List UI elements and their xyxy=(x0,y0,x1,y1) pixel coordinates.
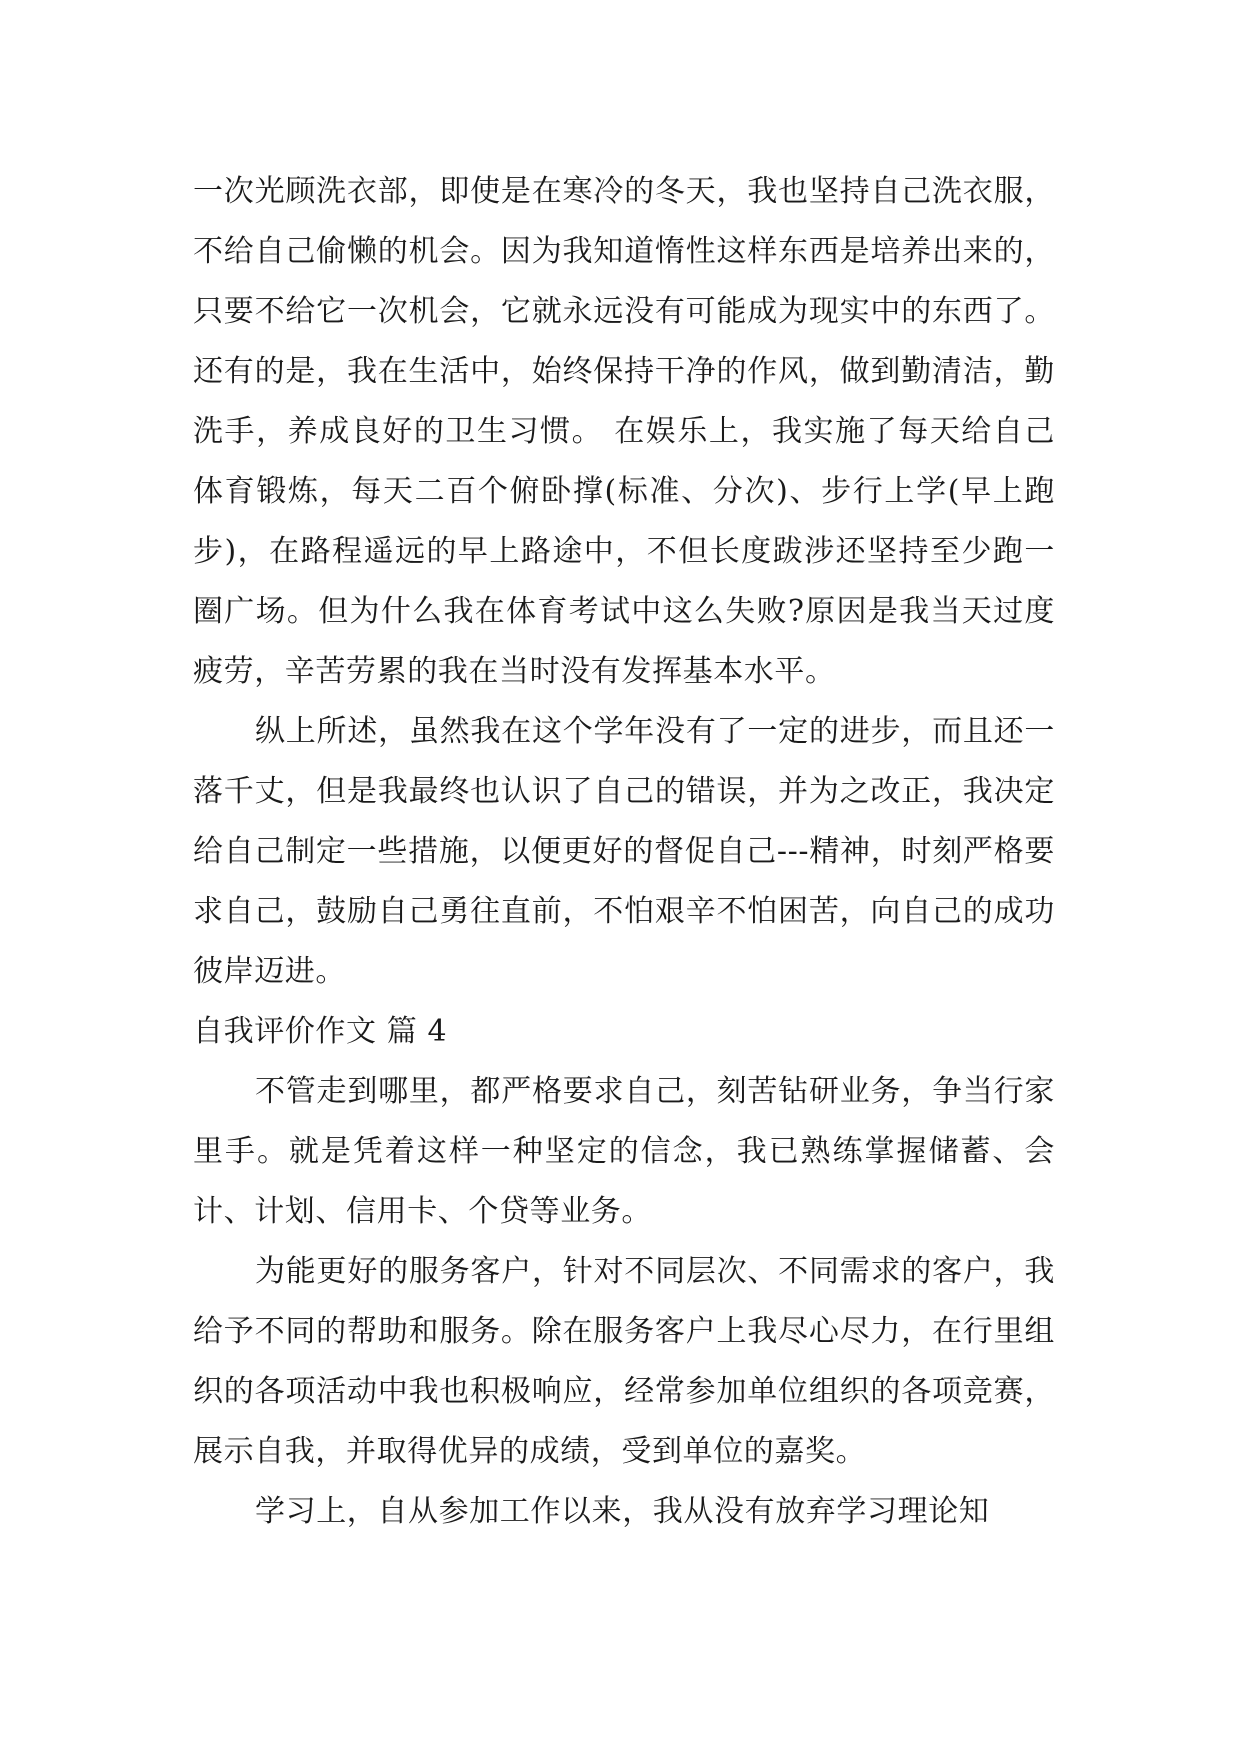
paragraph-study: 学习上，自从参加工作以来，我从没有放弃学习理论知 xyxy=(255,1494,990,1529)
section-title: 自我评价作文 篇 4 xyxy=(193,1014,448,1049)
paragraph-work: 不管走到哪里，都严格要求自己，刻苦钻研业务，争当行家里手。就是凭着这样一种坚定的信念，我已熟练掌握储蓄、会计、计划、信用卡、个贷等业务。 xyxy=(193,1074,1055,1229)
document-body xyxy=(193,162,1055,1542)
paragraph-summary: 纵上所述，虽然我在这个学年没有了一定的进步，而且还一落千丈，但是我最终也认识了自己的错误，并为之改正，我决定给自己制定一些措施，以便更好的督促自己---精神，时刻严格要求自己，鼓励自己勇往直前，不怕艰辛不怕困苦，向自己的成功彼岸迈进。 xyxy=(193,714,1055,989)
paragraph-service: 为能更好的服务客户，针对不同层次、不同需求的客户，我给予不同的帮助和服务。除在服务客户上我尽心尽力，在行里组织的各项活动中我也积极响应，经常参加单位组织的各项竞赛，展示自我，并取得优异的成绩，受到单位的嘉奖。 xyxy=(193,1254,1055,1469)
paragraph-continued: 一次光顾洗衣部，即使是在寒冷的冬天，我也坚持自己洗衣服，不给自己偷懒的机会。因为我知道惰性这样东西是培养出来的，只要不给它一次机会，它就永远没有可能成为现实中的东西了。还有的是，我在生活中，始终保持干净的作风，做到勤清洁，勤洗手，养成良好的卫生习惯。 在娱乐上，我实施了每天给自己体育锻炼，每天二百个俯卧撑(标准、分次)、步行上学(早上跑步)，在路程遥远的早上路途中，不但长度跋涉还坚持至少跑一圈广场。但为什么我在体育考试中这么失败?原因是我当天过度疲劳，辛苦劳累的我在当时没有发挥基本水平。 xyxy=(193,174,1055,689)
